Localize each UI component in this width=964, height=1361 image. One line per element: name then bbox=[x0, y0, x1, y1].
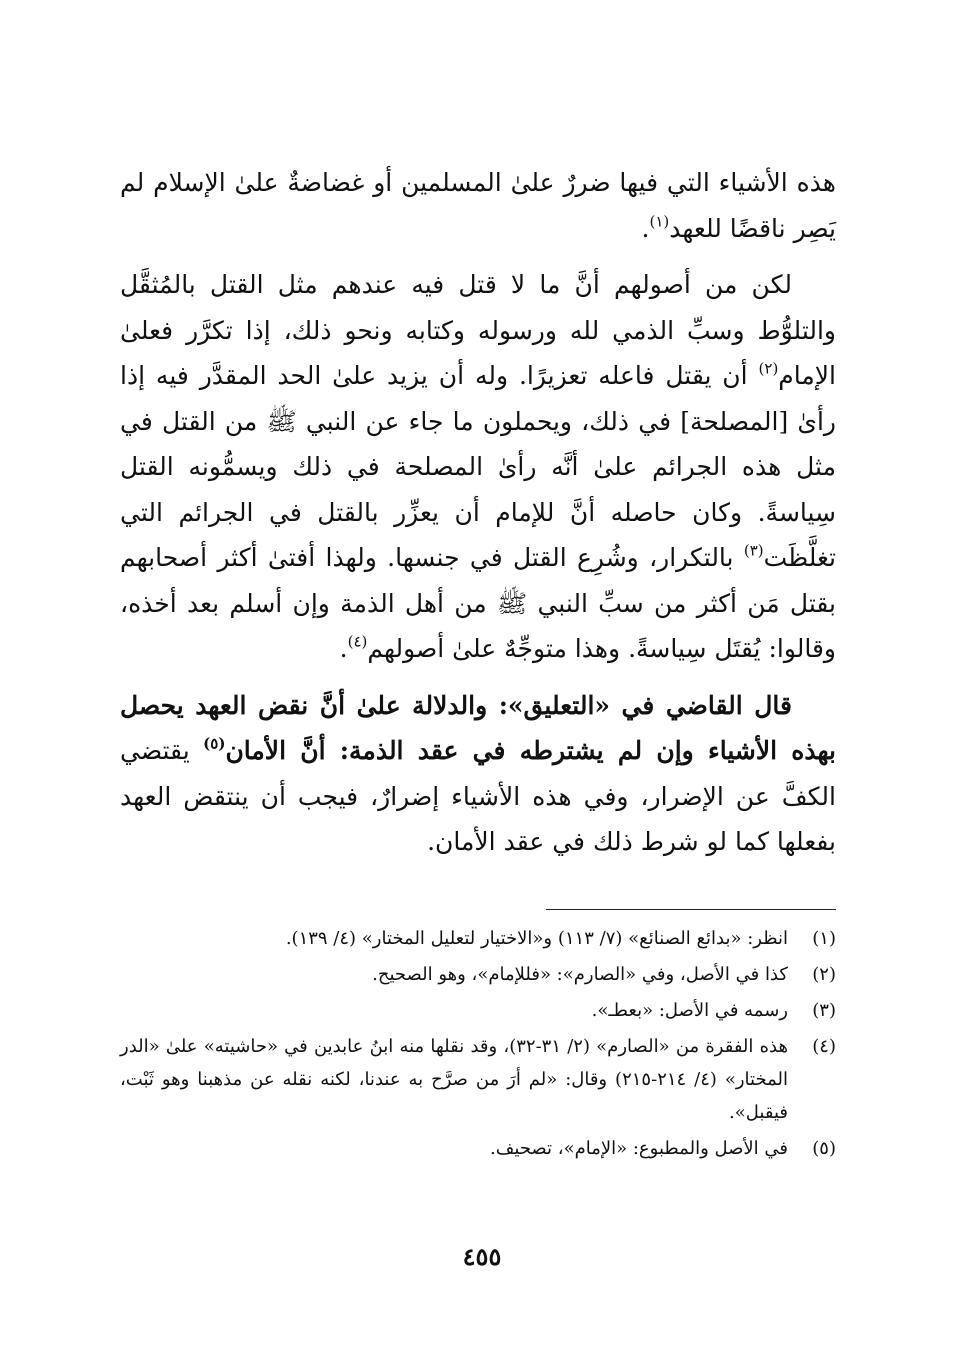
footnote-2 bbox=[120, 958, 836, 991]
footnote-ref-4: (٤) bbox=[347, 632, 368, 651]
footnote-text: هذه الفقرة من «الصارم» (٢/ ٣١-٣٢)، وقد نقلها منه ابنُ عابدين في «حاشيته» علىٰ «الدر المختار» (٤/ ٢١٤-٢١٥) وقال: «لم أرَ من صرَّح به عندنا، لكنه نقله عن مذهبنا وهو ثَبْت، فيقبل». bbox=[120, 1036, 788, 1123]
paragraph-3 bbox=[120, 683, 836, 865]
paragraph-1-text: هذه الأشياء التي فيها ضررٌ علىٰ المسلمين أو غضاضةٌ علىٰ الإسلام لم يَصِر ناقضًا للعهد bbox=[120, 168, 836, 243]
footnote-number: (٥) bbox=[812, 1138, 836, 1159]
paragraph-3-bold-quote: قال القاضي في «التعليق»: والدلالة علىٰ أنَّ نقض العهد يحصل بهذه الأشياء وإن لم يشترطه في عقد الذمة: أنَّ الأمان bbox=[120, 690, 836, 765]
paragraph-2-text-a: لكن من أصولهم أنَّ ما لا قتل فيه عندهم مثل القتل بالمُثقَّل والتلوُّط وسبِّ الذمي لله ورسوله وكتابه ونحو ذلك، إذا تكرَّر فعلىٰ الإمام bbox=[120, 270, 836, 390]
footnote-text: كذا في الأصل، وفي «الصارم»: «فللإمام»، وهو الصحيح. bbox=[372, 964, 788, 985]
footnote-number: (٤) bbox=[812, 1036, 836, 1057]
footnote-number: (١) bbox=[812, 928, 836, 949]
paragraph-1-end: . bbox=[641, 213, 650, 243]
footnote-ref-3: (٣) bbox=[743, 541, 764, 560]
paragraph-3-text: يقتضي الكفَّ عن الإضرار، وفي هذه الأشياء إضرارٌ، فيجب أن ينتقض العهد بفعلها كما لو شرط ذلك في عقد الأمان. bbox=[120, 736, 836, 856]
footnote-number: (٣) bbox=[812, 1000, 836, 1021]
footnote-5 bbox=[120, 1132, 836, 1165]
footnote-text: انظر: «بدائع الصنائع» (٧/ ١١٣) و«الاختيار لتعليل المختار» (٤/ ١٣٩). bbox=[285, 928, 788, 949]
paragraph-2-text-c: بالتكرار، وشُرِع القتل في جنسها. ولهذا أفتىٰ أكثر أصحابهم بقتل مَن أكثر من سبِّ النبي ﷺ من أهل الذمة وإن أسلم بعد أخذه، وقالوا: يُقتَل سِياسةً. وهذا متوجِّهٌ علىٰ أصولهم bbox=[120, 543, 836, 663]
paragraph-1 bbox=[120, 160, 836, 251]
footnote-text: رسمه في الأصل: «بعطـ». bbox=[591, 1000, 788, 1021]
paragraph-2 bbox=[120, 262, 836, 672]
paragraph-2-end: . bbox=[339, 634, 348, 663]
footnote-3 bbox=[120, 994, 836, 1027]
footnote-ref-2: (٢) bbox=[758, 359, 779, 378]
paragraph-2-text-b: أن يقتل فاعله تعزيرًا. وله أن يزيد علىٰ الحد المقدَّر فيه إذا رأىٰ [المصلحة] في ذلك، ويحملون ما جاء عن النبي ﷺ من القتل في مثل هذه الجرائم علىٰ أنَّه رأىٰ المصلحة في ذلك ويسمُّونه القتل سِياسةً. وكان حاصله أنَّ للإمام أن يعزِّر بالقتل في الجرائم التي تغلَّظَت bbox=[120, 361, 836, 572]
footnote-1 bbox=[120, 922, 836, 955]
footnote-divider bbox=[546, 909, 836, 910]
main-text bbox=[120, 160, 836, 865]
footnote-ref-5: (٥) bbox=[203, 734, 226, 753]
footnote-ref-1: (١) bbox=[649, 212, 670, 230]
page-number: ٤٥٥ bbox=[462, 1242, 502, 1271]
footnote-text: في الأصل والمطبوع: «الإمام»، تصحيف. bbox=[490, 1138, 788, 1159]
footnote-4 bbox=[120, 1030, 836, 1129]
footnotes bbox=[120, 922, 836, 1168]
footnote-number: (٢) bbox=[812, 964, 836, 985]
